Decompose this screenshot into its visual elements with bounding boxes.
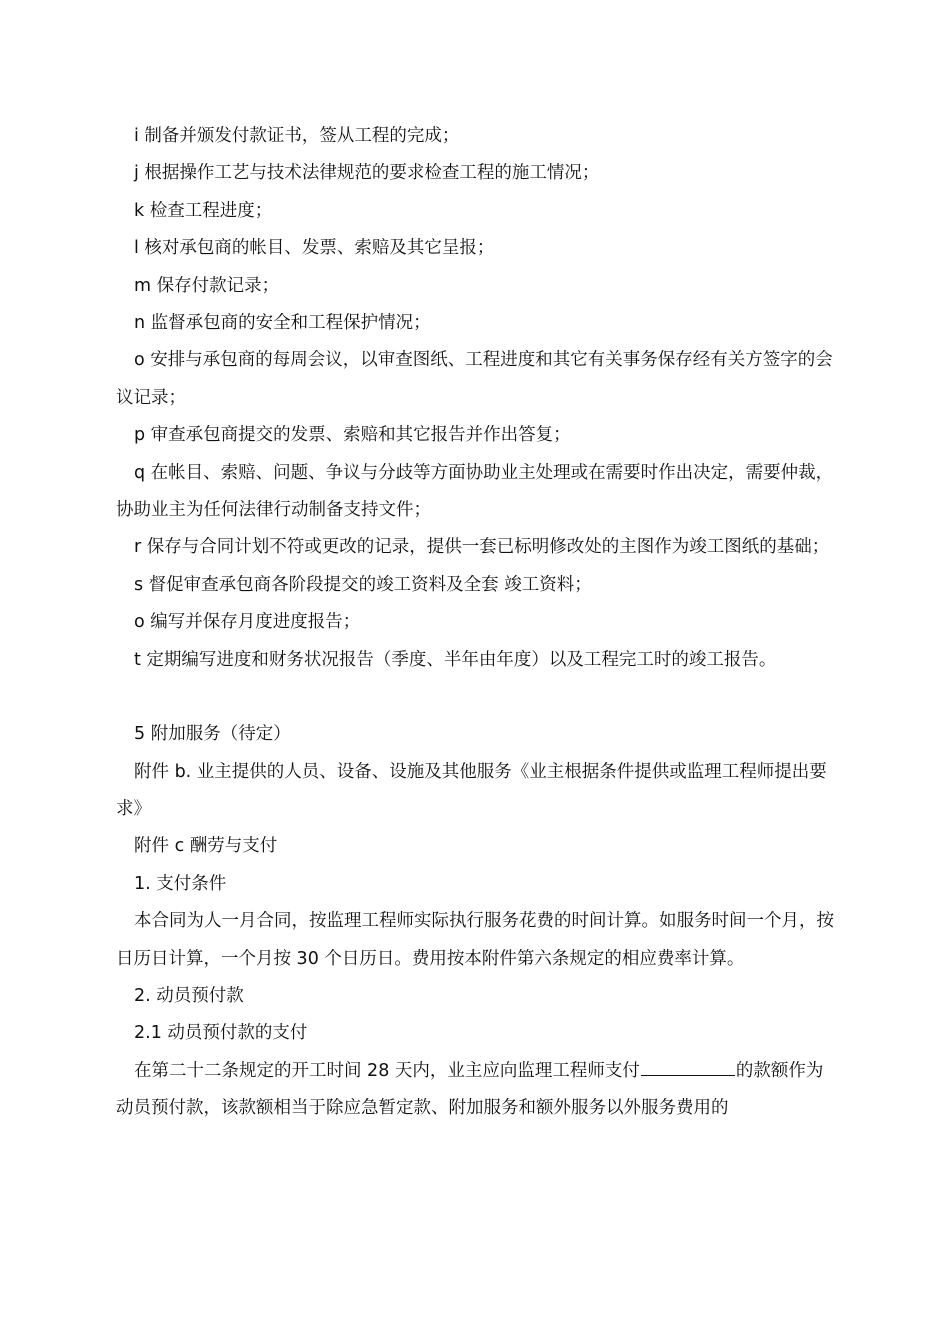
duty-item-r: r 保存与合同计划不符或更改的记录，提供一套已标明修改处的主图作为竣工图纸的基础； bbox=[134, 537, 830, 558]
duty-item-p: p 审查承包商提交的发票、索赔和其它报告并作出答复； bbox=[134, 425, 571, 446]
payment-conditions-heading: 1. 支付条件 bbox=[134, 873, 227, 894]
duty-item-o-monthly: o 编写并保存月度进度报告； bbox=[134, 612, 361, 633]
mobilization-text-before-blank: 在第二十二条规定的开工时间 28 天内，业主应向监理工程师支付 bbox=[134, 1060, 640, 1081]
duty-item-k: k 检查工程进度； bbox=[134, 200, 273, 221]
duty-item-s: s 督促审查承包商各阶段提交的竣工资料及全套 竣工资料； bbox=[134, 574, 592, 595]
duty-item-q: q 在帐目、索赔、问题、争议与分歧等方面协助业主处理或在需要时作出决定，需要仲裁，协助业主为任何法律行动制备支持文件； bbox=[116, 462, 834, 521]
mobilization-text-after-blank: 的款额作为动员预付款，该款额相当于除应急暂定款、附加服务和额外服务以外服务费用的 bbox=[116, 1060, 824, 1119]
paragraph-spacer bbox=[116, 679, 840, 716]
duty-item-l: l 核对承包商的帐目、发票、索赔及其它呈报； bbox=[134, 238, 495, 259]
mobilization-sub-heading: 2.1 动员预付款的支付 bbox=[134, 1023, 308, 1044]
duty-item-t: t 定期编写进度和财务状况报告（季度、半年由年度）以及工程完工时的竣工报告。 bbox=[134, 649, 777, 670]
duty-item-i: i 制备并颁发付款证书，签从工程的完成； bbox=[134, 126, 460, 146]
mobilization-heading: 2. 动员预付款 bbox=[134, 985, 244, 1006]
payment-conditions-text: 本合同为人一月合同，按监理工程师实际执行服务花费的时间计算。如服务时间一个月，按日历日计算，一个月按 30 个日历日。费用按本附件第六条规定的相应费率计算。 bbox=[116, 911, 834, 969]
amount-blank-line bbox=[641, 1057, 735, 1076]
duty-item-o: o 安排与承包商的每周会议，以审查图纸、工程进度和其它有关事务保存经有关方签字的会议记录； bbox=[116, 350, 833, 408]
document-body bbox=[116, 118, 840, 1128]
additional-services-heading: 5 附加服务（待定） bbox=[134, 724, 291, 745]
annex-b-paragraph: 附件 b. 业主提供的人员、设备、设施及其他服务《业主根据条件提供或监理工程师提出要求》 bbox=[116, 761, 827, 819]
annex-c-heading: 附件 c 酬劳与支付 bbox=[134, 836, 278, 857]
duty-item-n: n 监督承包商的安全和工程保护情况； bbox=[134, 313, 431, 334]
mobilization-text bbox=[116, 1053, 840, 1128]
duty-item-m: m 保存付款记录； bbox=[134, 275, 280, 296]
duty-item-j: j 根据操作工艺与技术法律规范的要求检查工程的施工情况； bbox=[134, 163, 600, 184]
